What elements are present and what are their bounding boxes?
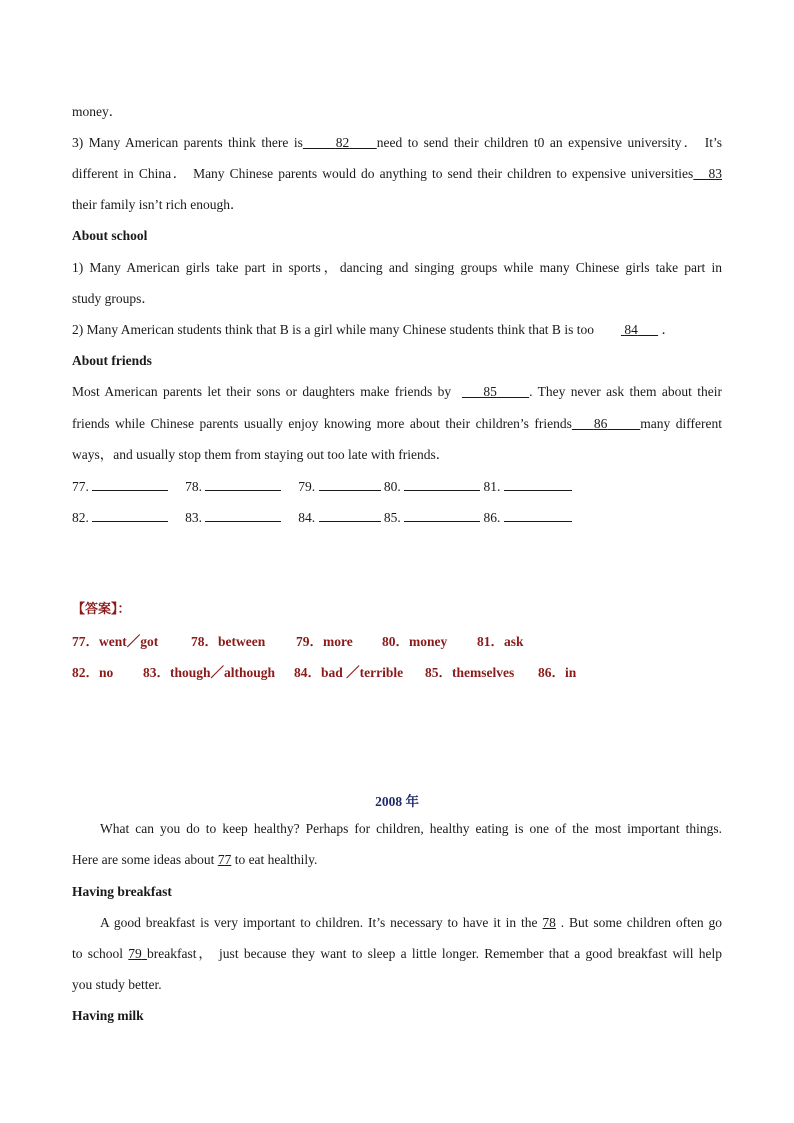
- blank-79: 79: [128, 946, 142, 961]
- answer-blank[interactable]: [504, 478, 572, 491]
- blank-86: 86: [593, 416, 608, 431]
- para3-line3: their family isn’t rich enough．: [72, 197, 244, 212]
- blank-77: 77: [217, 852, 232, 867]
- blank-83: 83: [708, 166, 723, 181]
- answer-blank[interactable]: [319, 478, 381, 491]
- para3-line2: different in China． Many Chinese parents would do anything to send their children to expensive universities 83: [72, 166, 723, 181]
- friends-line1: Most American parents let their sons or daughters make friends by 85 . They never ask them about their: [72, 384, 722, 399]
- breakfast-heading: Having breakfast: [72, 884, 172, 899]
- year-title: 2008 年: [375, 794, 419, 809]
- breakfast-line2: to school 79 breakfast， just because they want to sleep a little longer. Remember that a good breakfast will help: [72, 946, 722, 961]
- answer-78: 78．between: [191, 634, 266, 649]
- answer-85: 85．themselves: [425, 665, 515, 680]
- answer-81: 81．ask: [477, 634, 524, 649]
- school-line2: study groups．: [72, 291, 155, 306]
- answer-blank[interactable]: [205, 478, 281, 491]
- school-line1: 1) Many American girls take part in sports，dancing and singing groups while many Chinese girls take part in: [72, 260, 722, 275]
- friends-line2: friends while Chinese parents usually enjoy knowing more about their children’s friends 86 many different: [72, 416, 722, 431]
- money-line: money．: [72, 104, 123, 119]
- blank-row-1: 77. 78. 79. 80. 81.: [72, 478, 722, 495]
- answer-blank[interactable]: [404, 509, 480, 522]
- answer-row-1: [72, 634, 722, 650]
- answer-83: 83．though／although: [143, 665, 276, 680]
- answer-84: 84．bad ／terrible: [294, 665, 404, 680]
- school-line3: 2) Many American students think that B is a girl while many Chinese students think that B is too 84 ．: [72, 322, 675, 337]
- blank-82: 82: [335, 135, 350, 150]
- intro-line2: Here are some ideas about 77 to eat healthily.: [72, 852, 318, 867]
- intro-line1: What can you do to keep healthy? Perhaps for children, healthy eating is one of the most important things.: [100, 821, 722, 836]
- breakfast-line1: A good breakfast is very important to children. It’s necessary to have it in the 78 . But some children often go: [100, 915, 722, 930]
- blank-row-2: 82. 83. 84. 85. 86.: [72, 509, 722, 526]
- answer-blank[interactable]: [205, 509, 281, 522]
- friends-line3: ways，and usually stop them from staying out too late with friends．: [72, 447, 450, 462]
- answer-blank[interactable]: [319, 509, 381, 522]
- answer-blank[interactable]: [92, 509, 168, 522]
- answer-77: 77．went／got: [72, 634, 159, 649]
- answer-blank[interactable]: [404, 478, 480, 491]
- breakfast-line3: you study better.: [72, 977, 162, 992]
- blank-84: 84: [624, 322, 638, 337]
- friends-heading: About friends: [72, 353, 152, 368]
- para3-line1: 3) Many American parents think there is 82 need to send their children t0 an expensive university． It’s: [72, 135, 722, 150]
- blank-78: 78: [542, 915, 556, 930]
- answer-blank[interactable]: [92, 478, 168, 491]
- answer-80: 80．money: [382, 634, 448, 649]
- answer-blank[interactable]: [504, 509, 572, 522]
- milk-heading: Having milk: [72, 1008, 144, 1023]
- answer-row-2: [72, 665, 722, 681]
- answer-86: 86．in: [538, 665, 577, 680]
- answer-79: 79．more: [296, 634, 353, 649]
- answer-82: 82．no: [72, 665, 114, 680]
- answer-label: 【答案】：: [72, 602, 131, 617]
- blank-85: 85: [483, 384, 497, 399]
- school-heading: About school: [72, 228, 148, 243]
